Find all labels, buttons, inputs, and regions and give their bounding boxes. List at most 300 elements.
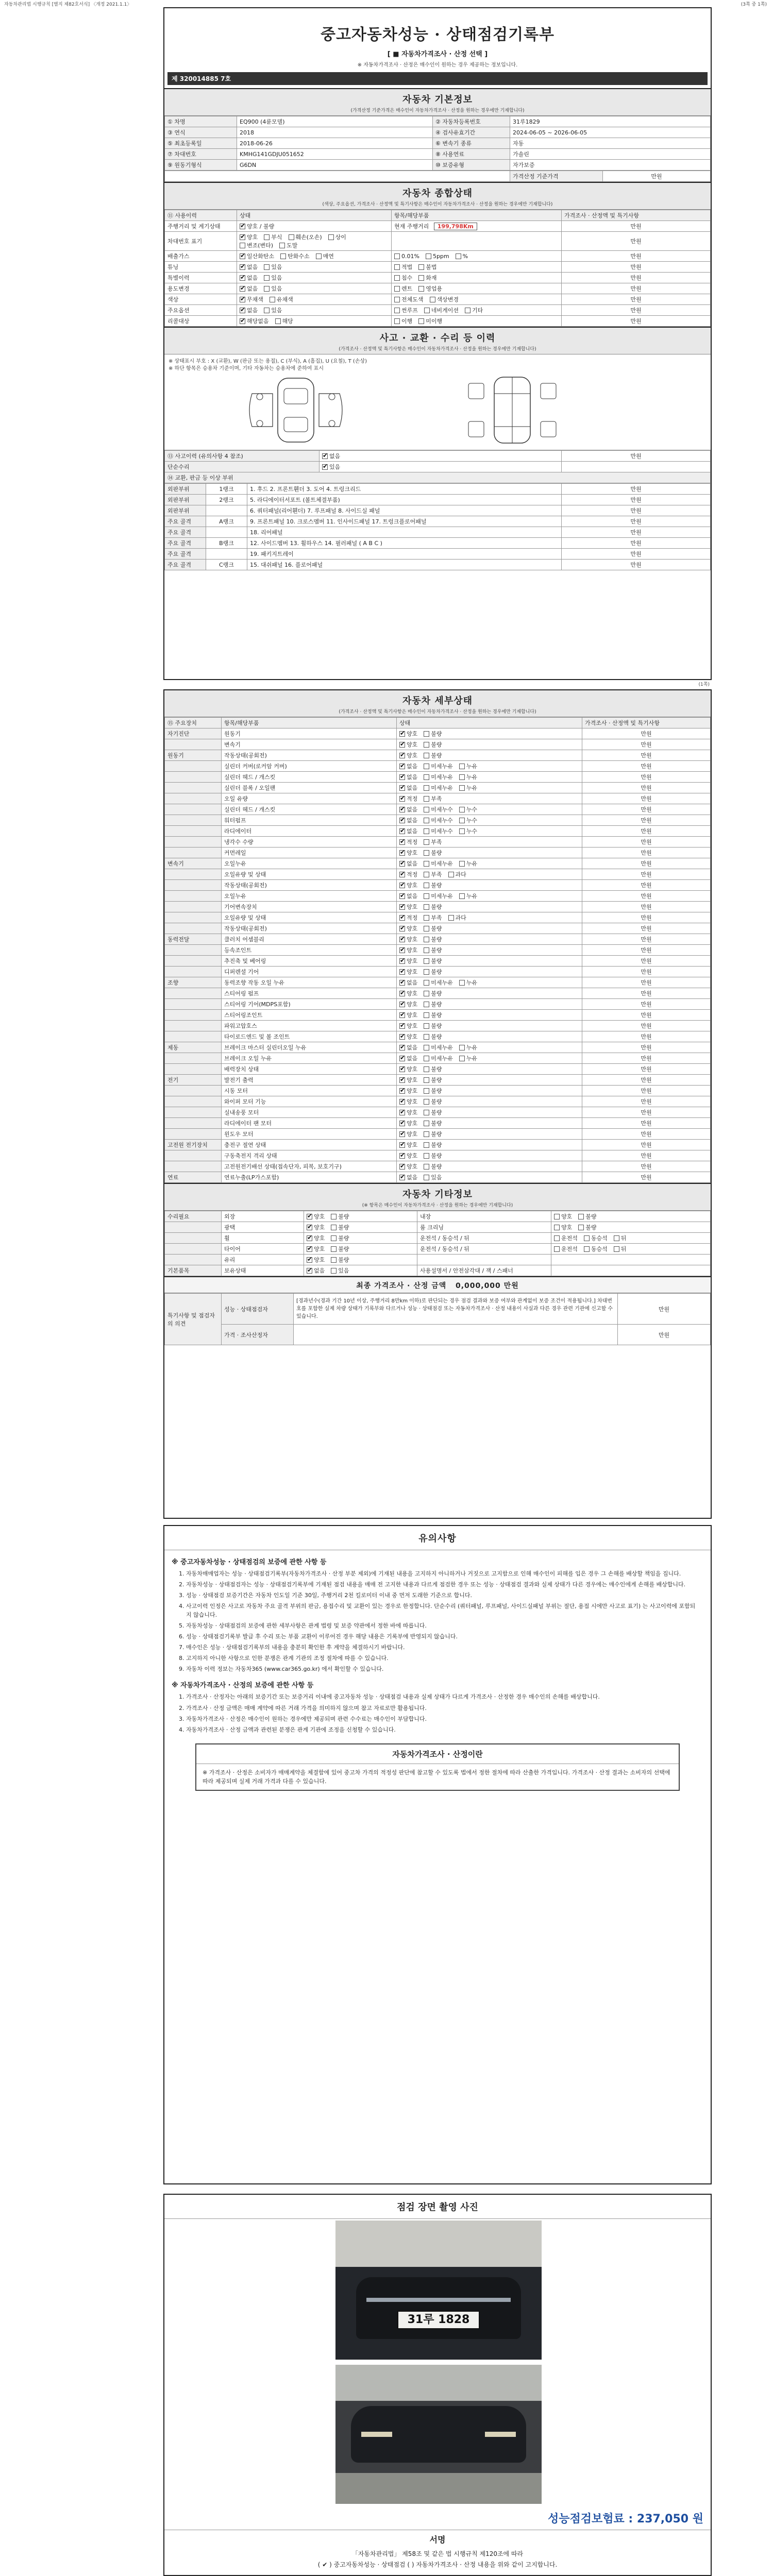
general-row [165,273,711,283]
checkbox-icon [554,1246,560,1252]
guidance-box [163,1525,712,2184]
general-key: 리콜대상 [165,316,237,327]
rank-group: 주요 골격 [165,516,206,527]
checkbox-option: 미세누유 [424,978,453,987]
checkbox-option: ✔ 무채색 [240,295,263,303]
detail-state [397,902,582,912]
general-head-item: 항목/해당부품 [392,210,562,221]
detail-state [397,728,582,739]
checkbox-icon [578,1225,584,1230]
checkbox-icon [399,1142,405,1148]
detail-item: 스티어링 기어(MDPS포함) [222,999,397,1010]
checkbox-icon [279,243,285,248]
detail-item: 실린더 블록 / 오일팬 [222,783,397,793]
checkbox-option: 썬루프 [394,306,418,314]
detail-state [397,1172,582,1183]
general-value [237,232,392,251]
checkbox-option: ✔ 없음 [240,274,258,282]
rank-items: 12. 사이드멤버 13. 휠하우스 14. 필러패널 ( A B C ) [247,538,562,549]
other-item: 외장 [222,1211,304,1222]
general-head-price: 가격조사 · 산정액 및 특기사항 [562,210,711,221]
detail-device [165,761,222,772]
detail-device [165,967,222,977]
detail-item: 와이퍼 모터 기능 [222,1096,397,1107]
checkbox-icon [240,234,245,240]
price-assessment-title: 자동차가격조사 · 산정이란 [196,1744,679,1764]
detail-row [165,728,711,739]
checkbox-icon [424,915,429,921]
other-state [304,1265,417,1276]
detail-item: 원동기 [222,728,397,739]
detail-device [165,837,222,848]
basic-value: 가솔린 [510,149,711,160]
general-value [237,294,392,305]
checkbox-icon [424,1175,429,1180]
checkbox-option: ✔ 없음 [240,263,258,271]
detail-device [165,902,222,912]
checkbox-icon [307,1246,312,1252]
detail-state [397,1129,582,1140]
detail-device [165,1096,222,1107]
checkbox-option: ✔ 양호 [399,1151,417,1160]
other-state [304,1222,417,1233]
rank-level [206,549,247,560]
checkbox-option: ✔ 양호 [399,946,417,954]
checkbox-icon [399,991,405,996]
detail-price: 만원 [582,750,711,761]
checkbox-option: ✔ 양호 [399,1130,417,1138]
checkbox-option: 부식 [264,233,282,241]
detail-state [397,1161,582,1172]
checkbox-icon [399,1175,405,1180]
accident-table: ⑬ 사고이력 (유의사항 4 참조) ✔ 없음 만원 단순수리 ✔ 있음 ⑭ 교환, 판금 등 이상 부위 [164,450,711,483]
detail-item: 변속기 [222,739,397,750]
detail-price: 만원 [582,1086,711,1096]
other-item: 휠 [222,1233,304,1244]
detail-item: 냉각수 수량 [222,837,397,848]
checkbox-icon [307,1257,312,1263]
general-detail [392,316,562,327]
detail-state [397,1096,582,1107]
checkbox-icon [424,1131,429,1137]
inspection-record-sheet [163,7,712,687]
checkbox-icon [554,1225,560,1230]
rank-price: 만원 [562,484,711,495]
checkbox-icon [270,297,275,302]
general-value [237,283,392,294]
detail-row [165,1086,711,1096]
detail-price: 만원 [582,1161,711,1172]
guidance-item: 6. 성능 · 상태점검기록부 발급 후 수리 또는 부품 교환이 이루어진 경우 해당 내용은 기록부에 반영되지 않습니다. [186,1632,698,1641]
basic-value: G6DN [237,160,433,171]
checkbox-option: 불량 [424,1000,442,1008]
detail-state [397,750,582,761]
detail-price: 만원 [582,739,711,750]
checkbox-option: ✔ 적정 [399,870,417,878]
checkbox-option: ✔ 없음 [399,784,417,792]
detail-price: 만원 [582,772,711,783]
other-item2: 룸 크리닝 [417,1222,551,1233]
checkbox-option: ✔ 없음 [399,816,417,824]
detail-state [397,1086,582,1096]
checkbox-icon [424,1099,429,1105]
detail-row [165,999,711,1010]
photo-title: 점검 장면 촬영 사진 [164,2195,711,2219]
checkbox-option: 불량 [424,1022,442,1030]
basic-price-row [164,171,711,182]
detail-state [397,804,582,815]
checkbox-icon [240,264,245,270]
checkbox-option: ✔ 없음 [399,978,417,987]
accident-value: 없음 [329,453,341,460]
detail-device [165,1129,222,1140]
detail-device [165,815,222,826]
checkbox-icon [418,286,424,292]
other-item2: 내장 [417,1211,551,1222]
detail-item: 브레이크 마스터 실린더오일 누유 [222,1042,397,1053]
rank-row [165,538,711,549]
checkbox-icon [448,915,454,921]
general-detail [392,305,562,316]
checkbox-option: 미세누유 [424,762,453,770]
basic-info-row [165,138,711,149]
checkbox-option: 있음 [264,306,282,314]
form-reference: 자동차관리법 시행규칙 [별지 제82호서식] 〈개정 2021.1.1〉 [4,2,132,7]
detail-device [165,848,222,858]
checkbox-option: ✔ 없음 [399,1054,417,1062]
checkbox-option: ✔ 양호 [399,1065,417,1073]
checkbox-option: 있음 [331,1266,349,1275]
checkbox-option: ✔ 없음 [399,859,417,868]
guidance-item: 9. 자동차 이력 정보는 자동차365 (www.car365.go.kr) 에서 확인할 수 있습니다. [186,1665,698,1673]
detail-row [165,1161,711,1172]
checkbox-option: 미이행 [418,317,442,325]
detail-row [165,956,711,967]
detail-state [397,869,582,880]
other-info-section [164,1183,711,1211]
guidance-item: 2. 자동차성능 · 상태점검자는 성능 · 상태점검기록부에 기재된 점검 내용을 매매 전 고지한 내용과 다르게 점검한 경우 또는 성능 · 상태점검 결과와 실제 상태가 다른 경우에는 매수인에게 손해를 배상합니다. [186,1580,698,1589]
basic-label: ① 차명 [165,116,237,127]
detail-price: 만원 [582,880,711,891]
detail-item: 실린더 헤드 / 개스킷 [222,804,397,815]
checkbox-icon [289,234,294,240]
detail-price: 만원 [582,934,711,945]
checkbox-icon [459,807,465,812]
special-notes-label: 특기사항 및 점검자의 의견 [165,1294,222,1345]
detail-item: 윈도우 모터 [222,1129,397,1140]
detail-row [165,826,711,837]
checkbox-option: ✔ 양호 [399,1087,417,1095]
detail-state [397,999,582,1010]
detail-device [165,945,222,956]
detail-price: 만원 [582,1129,711,1140]
detail-price: 만원 [582,1096,711,1107]
checkbox-option: 불량 [424,881,442,889]
checkbox-icon [459,1056,465,1061]
checkbox-icon [399,1131,405,1137]
checkbox-option: 부족 [424,913,442,922]
checkbox-option: 불량 [331,1223,349,1231]
checkbox-option: 불량 [331,1234,349,1242]
detail-row [165,934,711,945]
checkbox-option: 불량 [424,903,442,911]
detail-price: 만원 [582,793,711,804]
checkbox-option: ✔ 없음 [399,1043,417,1052]
checkbox-option: 불량 [424,1011,442,1019]
detail-device [165,826,222,837]
checkbox-option: 누수 [459,805,477,814]
checkbox-icon [424,861,429,867]
general-status-note: (색상, 주요옵션, 가격조사 · 산정액 및 특기사항은 매수인이 자동차가격조사 · 산정을 원하는 경우에만 기재합니다) [322,202,553,207]
checkbox-icon [554,1214,560,1219]
checkbox-option: 불량 [424,935,442,943]
rank-level: B랭크 [206,538,247,549]
signature-line-1: 「자동차관리법」 제58조 및 같은 법 시행규칙 제120조에 따라 [351,2550,524,2557]
checkbox-option: ✔ 양호 [399,968,417,976]
detail-state [397,891,582,902]
checkbox-option: 불량 [424,1065,442,1073]
checkbox-icon [424,926,429,931]
general-mileage-value: ✔ 양호 / 불량 [237,221,392,232]
detail-item: 실린더 커버(로커암 커버) [222,761,397,772]
detail-status-sheet [163,689,712,1519]
detail-item: 작동상태(공회전) [222,880,397,891]
detail-device: 전기 [165,1075,222,1086]
basic-info-row [165,127,711,138]
other-state2 [551,1233,711,1244]
checkbox-option: 뒤 [614,1245,627,1253]
photo-sheet [163,2194,712,2576]
checkbox-option: 불량 [424,957,442,965]
detail-price: 만원 [582,891,711,902]
checkbox-icon [424,1056,429,1061]
detail-device [165,956,222,967]
rank-group: 외판부위 [165,505,206,516]
rank-items: 1. 후드 2. 프론트휀더 3. 도어 4. 트렁크리드 [247,484,562,495]
checkbox-icon [399,893,405,899]
general-detail [392,273,562,283]
checkbox-icon [399,1121,405,1126]
checkbox-option: ✔ 양호 [399,1076,417,1084]
detail-row [165,837,711,848]
detail-state [397,1140,582,1150]
other-item2: 운전석 / 동승석 / 뒤 [417,1244,551,1255]
checkbox-icon [424,818,429,823]
checkbox-option: ✔ 양호 [399,924,417,933]
checkbox-option: 불량 [424,1087,442,1095]
detail-price: 만원 [582,1031,711,1042]
detail-price: 만원 [582,1053,711,1064]
checkbox-option: 누유 [459,773,477,781]
checkbox-option: 매연 [316,252,334,260]
license-plate: 31루 1828 [397,2311,480,2329]
checkbox-icon [394,308,400,313]
checkbox-option: 누유 [459,762,477,770]
basic-label: ⑥ 변속기 종류 [433,138,510,149]
current-mileage: 199,798Km [437,223,474,230]
other-info-note: (※ 항목은 매수인이 자동차가격조사 · 산정을 원하는 경우에만 기재합니다) [362,1203,513,1208]
checkbox-option: 해당 [275,317,293,325]
general-row [165,305,711,316]
checkbox-option: 있음 [264,274,282,282]
rank-row [165,505,711,516]
detail-device [165,891,222,902]
checkbox-option: 영업용 [418,284,442,293]
checkbox-icon [456,253,461,259]
detail-row [165,1075,711,1086]
checkbox-icon [424,753,429,758]
checkbox-option: 미세누유 [424,773,453,781]
checkbox-icon [399,1088,405,1094]
detail-item: 실내송풍 모터 [222,1107,397,1118]
detail-item: 고전원전기배선 상태(접속단자, 피복, 보호기구) [222,1161,397,1172]
detail-price: 만원 [582,1107,711,1118]
rank-group: 주요 골격 [165,527,206,538]
checkbox-option: 변조(변타) [240,241,273,249]
detail-device: 연료 [165,1172,222,1183]
checkbox-option: 누유 [459,859,477,868]
detail-row [165,891,711,902]
checkbox-option: ✔ 양호 [399,935,417,943]
checkbox-icon [264,275,270,281]
checkbox-icon [394,297,400,302]
checkbox-icon [307,1235,312,1241]
checkbox-option: 누유 [459,784,477,792]
checkbox-option: 불량 [424,751,442,759]
checkbox-icon [399,1012,405,1018]
checkbox-option: 누유 [459,978,477,987]
basic-label: ② 자동차등록번호 [433,116,510,127]
checkbox-option: ✔ 양호 [399,1108,417,1116]
price-basis-label: 가격산정 기준가격 [510,171,603,182]
checkbox-option: ✔ 없음 [240,306,258,314]
page-count: (3쪽 중 1쪽) [741,2,767,7]
detail-state [397,826,582,837]
other-group [165,1222,222,1233]
rank-items: 5. 라디에이터서포트 (볼트체결부품) [247,495,562,505]
checkbox-icon [424,764,429,769]
checkbox-option: 뒤 [614,1234,627,1242]
detail-device [165,988,222,999]
general-price: 만원 [562,294,711,305]
basic-info-note: (가격산정 기준가격은 매수인이 자동차가격조사 · 산정을 원하는 경우에만 기재합니다) [350,108,525,113]
other-state2 [551,1211,711,1222]
rank-row [165,527,711,538]
basic-label: ⑩ 보증유형 [433,160,510,171]
checkbox-option: 불량 [424,1119,442,1127]
checkbox-icon [399,1056,405,1061]
checkbox-option: ✔ 양호 [399,1000,417,1008]
general-head-usage: ⑪ 사용이력 [165,210,237,221]
other-item2 [417,1255,551,1265]
checkbox-option: 누수 [459,816,477,824]
general-detail [392,262,562,273]
guidance-list-1 [186,1569,698,1673]
general-row [165,232,711,251]
checkbox-option: ✔ 없음 [399,805,417,814]
detail-state [397,1118,582,1129]
detail-state [397,783,582,793]
checkbox-icon [465,308,470,313]
general-price: 만원 [562,262,711,273]
rank-items: 19. 패키지트레이 [247,549,562,560]
rank-price: 만원 [562,538,711,549]
detail-row [165,902,711,912]
checkbox-option: ✔ 적정 [399,794,417,803]
other-item2: 운전석 / 동승석 / 뒤 [417,1233,551,1244]
document-subtitle: [ ■ 자동차가격조사 · 산정 선택 ] [387,50,488,58]
checkbox-icon [275,318,281,324]
rank-row [165,516,711,527]
checkbox-icon [240,275,245,281]
guidance-heading-1: ※ 중고자동차성능 · 상태점검의 보증에 관한 사항 등 [172,1558,327,1566]
checkbox-icon [424,308,430,313]
checkbox-icon [584,1246,590,1252]
checkbox-option: 불량 [424,946,442,954]
detail-row [165,1064,711,1075]
checkbox-icon [424,1002,429,1007]
checkbox-option: 불량 [424,740,442,749]
checkbox-icon [459,1045,465,1050]
other-group: 수리필요 [165,1211,222,1222]
checkbox-icon [399,915,405,921]
detail-price: 만원 [582,945,711,956]
checkbox-icon [307,1268,312,1274]
document-title: 중고자동차성능 · 상태점검기록부 [320,26,555,44]
guidance-list-2 [186,1692,698,1734]
other-row [165,1211,711,1222]
other-group [165,1255,222,1265]
detail-price: 만원 [582,837,711,848]
repair-value: 있음 [329,464,341,470]
basic-label: ⑦ 차대번호 [165,149,237,160]
checkbox-icon [240,297,245,302]
detail-device: 자기진단 [165,728,222,739]
checkbox-icon [399,828,405,834]
checkbox-option: 부족 [424,870,442,878]
detail-device [165,923,222,934]
basic-value: 2018-06-26 [237,138,433,149]
basic-label: ⑨ 원동기형식 [165,160,237,171]
checkbox-option: 불량 [424,849,442,857]
checkbox-option: 적법 [394,263,412,271]
price-assessment-box [195,1743,680,1791]
checkbox-option: 미세누수 [424,816,453,824]
other-item: 타이어 [222,1244,304,1255]
detail-item: 스티어링 펌프 [222,988,397,999]
detail-row [165,1107,711,1118]
checkbox-icon [424,1045,429,1050]
detail-device [165,869,222,880]
checkbox-icon [399,861,405,867]
checkbox-option: 불량 [424,968,442,976]
rank-items: 9. 프론트패널 10. 크로스멤버 11. 인사이드패널 17. 트렁크플로어패널 [247,516,562,527]
detail-device [165,1010,222,1021]
detail-state [397,1064,582,1075]
detail-device [165,783,222,793]
checkbox-icon [459,818,465,823]
checkbox-icon [240,243,245,248]
detail-device [165,1107,222,1118]
guidance-item: 5. 자동차성능 · 상태점검의 보증에 관한 세부사항은 관계 법령 및 보증 약관에서 정한 바에 따릅니다. [186,1621,698,1630]
checkbox-icon [424,883,429,888]
special-notes-text: [경과년수(경과 기간 10년 이상, 주행거리 8만km 이하)로 판단되는 경우 점검 결과와 보증 여부와 관계없이 보증 조건이 적용됩니다.] 차대번호를 포함한 실제 차량 상태가 기록부와 다르거나 성능 · 상태점검 또는 자동차가격조사 · 산정 내용이 사실과 다른 경우 관련 기관에 신고할 수 있습니다. [294,1294,618,1325]
general-status-title: 자동차 종합상태 [402,188,473,199]
checkbox-option: 침수 [394,274,412,282]
checkbox-option: 0.01% [394,253,419,260]
checkbox-icon [459,980,465,986]
other-row [165,1233,711,1244]
